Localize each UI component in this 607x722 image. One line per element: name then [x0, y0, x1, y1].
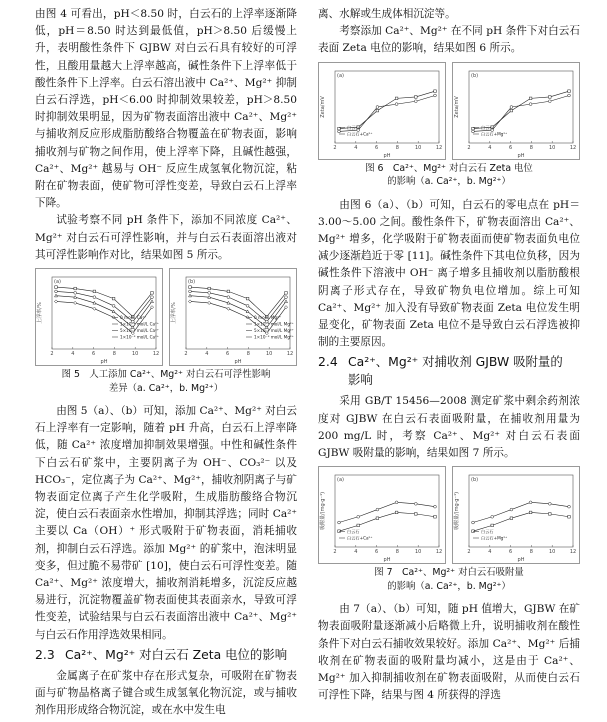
data-point [189, 290, 192, 293]
data-point [395, 511, 398, 514]
x-tick-label: 2 [184, 351, 188, 358]
y-axis-label: 吸附量/(mg·g⁻¹) [320, 492, 326, 531]
x-tick-label: 4 [354, 549, 358, 556]
data-point [188, 300, 191, 303]
section-2-4-title-line2: 影响 [348, 372, 373, 388]
legend-entry: 白云石 [347, 124, 360, 130]
data-point [151, 296, 154, 299]
data-point [414, 99, 417, 102]
fig7b-panel [452, 466, 580, 564]
x-tick-label: 2 [50, 351, 54, 358]
data-point [246, 304, 249, 307]
fig5a-panel [35, 268, 163, 366]
legend-entry: 白云石 [347, 529, 360, 535]
data-point [112, 297, 115, 300]
section-2-4-number: 2.4 [318, 354, 338, 370]
legend-entry: 1×10⁻³ mol/L Mg²⁺ [254, 334, 294, 340]
x-axis-label: pH [234, 359, 242, 366]
data-point [227, 307, 230, 310]
figure-7 [318, 466, 580, 564]
data-point [285, 296, 288, 299]
data-point [227, 296, 230, 299]
x-tick-label: 6 [375, 549, 379, 556]
x-tick-label: 10 [549, 144, 556, 151]
paragraph-fig7-intro: 采用 GB/T 15456—2008 测定矿浆中剩余药剂浓度对 GJBW 在白云石表面吸附量，在捕收剂用量为 200 mg/L 时，考察 Ca²⁺、Mg²⁺ 对白云石表面 GJBW 吸附量的影响，结果如图 7 所示。 [318, 395, 580, 460]
legend-entry: 1×10⁻⁴ mol/L Mg²⁺ [254, 321, 294, 327]
legend-entry: 白云石+Mg²⁺ [481, 535, 508, 541]
data-point [529, 501, 532, 504]
data-point [510, 109, 513, 112]
x-axis-label: pH [100, 359, 108, 366]
x-tick-label: 10 [415, 549, 422, 556]
x-axis-label: pH [517, 152, 525, 159]
fig6b-panel [452, 62, 580, 160]
fig7a-panel [318, 466, 446, 564]
data-point [434, 94, 437, 97]
paragraph-section-2-3: 金属离子在矿浆中存在形式复杂，可吸附在矿物表面与矿物晶格离子键合或生成氢氧化物沉淀，或与捕收剂作用形成络合物沉淀，或在水中发生电 [35, 669, 297, 717]
data-point [227, 290, 230, 293]
data-point [74, 301, 77, 304]
data-point [568, 516, 571, 519]
data-point [93, 296, 96, 299]
paragraph-fig4-analysis: 由图 4 可看出，pH＜8.50 时，白云石的上浮率逐渐降低，pH＝8.50 时达到最低值，pH＞8.50 后缓慢上升，表明酸性条件下 GJBW 对白云石具有较好的可浮性，且酸用量越大上浮率越高，碱性条件下上浮率低于酸性条件下上浮率。白云石溶出液中 Ca²⁺、Mg²⁺ 抑制白云石浮选，pH＜6.00 时抑制效果较差，pH＞8.50 时抑制效果明显，因为矿物表面溶出液中 Ca²⁺、Mg²⁺ 与捕收剂反应形成脂肪酸络合物覆盖在矿物表面，影响捕收剂与矿物之间作用，使上浮率下降，且碱性越强，Ca²⁺、Mg²⁺ 越易与 OH⁻ 反应生成氢氧化物沉淀，粘附在矿物表面，使矿物可浮性变差，导致白云石上浮率下降。 [35, 8, 297, 210]
x-tick-label: 10 [549, 549, 556, 556]
x-tick-label: 8 [529, 549, 533, 556]
fig7a-chart [319, 467, 445, 563]
x-tick-label: 4 [488, 144, 492, 151]
data-point [510, 517, 513, 520]
data-point [285, 292, 288, 295]
data-point [208, 291, 211, 294]
x-tick-label: 2 [467, 144, 471, 151]
fig5-caption-line1: 图 5 人工添加 Ca²⁺、Mg²⁺ 对白云石可浮性影响 [61, 369, 271, 381]
paragraph-fig5-intro: 试验考察不同 pH 条件下，添加不同浓度 Ca²⁺、Mg²⁺ 对白云石可浮性影响，并与白云石表面溶出液对其可浮性影响作对比，结果如图 5 所示。 [35, 214, 297, 261]
panel-tag: (b) [471, 72, 479, 79]
x-tick-label: 6 [226, 351, 230, 358]
series-line [190, 287, 286, 317]
y-axis-label: Zeta/mV [320, 95, 326, 118]
fig7b-chart [453, 467, 579, 563]
data-point [434, 516, 437, 519]
series-line [473, 91, 569, 128]
x-tick-label: 4 [488, 549, 492, 556]
panel-tag: (a) [337, 477, 344, 484]
data-point [74, 291, 77, 294]
data-point [189, 286, 192, 289]
x-tick-label: 4 [71, 351, 75, 358]
data-point [357, 524, 360, 527]
data-point [472, 130, 475, 133]
paragraph-fig5-analysis: 由图 5（a）、（b）可知，添加 Ca²⁺、Mg²⁺ 对白云石上浮率有一定影响，随着 pH 升高，白云石上浮率降低，随 Ca²⁺ 浓度增加抑制效果增强。中性和碱性条件下白云石矿浆中，主要阴离子为 OH⁻、CO₃²⁻ 以及 HCO₃⁻，定位离子为 Ca²⁺、Mg²⁺，捕收剂阴离子与矿物表面定位离子产生化学吸附，生成脂肪酸络合物沉淀，使白云石表面亲水性增加，抑制其浮选；同时 Ca²⁺ 主要以 Ca（OH）⁺ 形式吸附于矿物表面，消耗捕收剂，抑制白云石浮选。添加 Mg²⁺ 的矿浆中，泡沫明显变多，但过脆不易带矿 [10]，使白云石可浮性变差。随 Ca²⁺、Mg²⁺ 浓度增大，捕收剂消耗增多，沉淀反应越易进行，沉淀物覆盖矿物表面使其表面亲水，导致可浮性变差，试验结果与白云石表面溶出液中 Ca²⁺、Mg²⁺ 与白云石作用浮选效果相同。 [35, 405, 297, 641]
section-2-4-heading [318, 353, 580, 389]
data-point [548, 503, 551, 506]
paragraph-continuation: 离、水解或生成体相沉淀等。 [318, 8, 456, 20]
fig5b-panel [169, 268, 297, 366]
x-tick-label: 8 [395, 549, 399, 556]
right-column [318, 6, 580, 704]
data-point [93, 307, 96, 310]
legend-entry: 1×10⁻⁴ mol/L Ca²⁺ [120, 321, 159, 327]
data-point [55, 290, 58, 293]
data-point [568, 94, 571, 97]
series-line [339, 91, 435, 128]
fig5b-chart [170, 269, 296, 365]
fig7-caption [318, 566, 580, 593]
data-point [414, 503, 417, 506]
data-point [568, 506, 571, 509]
x-tick-label: 6 [375, 144, 379, 151]
data-point [357, 516, 360, 519]
data-point [285, 300, 288, 303]
series-line [473, 503, 569, 523]
fig5-caption [35, 368, 297, 395]
x-tick-label: 4 [354, 144, 358, 151]
data-point [549, 95, 552, 98]
x-tick-label: 4 [205, 351, 209, 358]
data-point [338, 521, 341, 524]
legend-entry: 白云石 [481, 124, 494, 130]
x-tick-label: 12 [435, 144, 443, 151]
data-point [510, 508, 513, 511]
paragraph-fig7-analysis: 由 7（a）、（b）可知，随 pH 值增大，GJBW 在矿物表面吸附量逐渐减小后略微上升，说明捕收剂在酸性条件下对白云石捕收效果较好。添加 Ca²⁺、Mg²⁺ 后捕收剂在矿物表面的吸附量均减小，这是由于 Ca²⁺、Mg²⁺ 加入抑制捕收剂在矿物表面吸附，从而使白云石可浮性下降，结果与图 4 所获得的浮选 [318, 603, 580, 702]
data-point [208, 301, 211, 304]
data-point [54, 300, 57, 303]
panel-tag: (b) [188, 279, 196, 286]
data-point [510, 105, 513, 108]
paragraph-fig6-analysis: 由图 6（a）、（b）可知，白云石的零电点在 pH＝3.00～5.00 之间。酸性条件下，矿物表面溶出 Ca²⁺、Mg²⁺ 增多，化学吸附于矿物表面而使矿物表面负电位减少逐渐趋近于零 [11]。碱性条件下其电位负移，因为碱性条件下溶液中 OH⁻ 离子增多且捕收剂以脂肪酸根阴离子形式存在，导致矿物负电位增加。综上可知 Ca²⁺、Mg²⁺ 加入没有导致矿物表面 Zeta 电位发生明显变化，矿物表面 Zeta 电位不是导致白云石浮选被抑制的主要原因。 [318, 198, 580, 349]
data-point [395, 102, 398, 105]
figure-5 [35, 268, 297, 366]
data-point [549, 513, 552, 516]
x-tick-label: 12 [286, 351, 294, 358]
fig6a-chart [319, 63, 445, 159]
fig7-caption-line1: 图 7 Ca²⁺、Mg²⁺ 对白云石吸附量 [374, 567, 524, 579]
x-axis-label: pH [517, 557, 525, 564]
fig6-caption-line2: 的影响（a. Ca²⁺，b. Mg²⁺） [387, 176, 511, 188]
x-tick-label: 10 [415, 144, 422, 151]
data-point [568, 89, 571, 92]
y-axis-label: 吸附量/(mg·g⁻¹) [454, 492, 460, 531]
x-axis-label: pH [383, 152, 391, 159]
fig5-caption-line2: 差异（a. Ca²⁺，b. Mg²⁺） [108, 382, 224, 394]
data-point [491, 516, 494, 519]
data-point [415, 95, 418, 98]
x-tick-label: 6 [509, 144, 513, 151]
section-2-3-title: Ca²⁺、Mg²⁺ 对白云石 Zeta 电位的影响 [65, 646, 288, 662]
data-point [246, 297, 249, 300]
legend-entry: 白云石 [481, 529, 494, 535]
data-point [395, 97, 398, 100]
series-line [56, 287, 152, 317]
section-2-3-heading [35, 646, 297, 664]
x-tick-label: 2 [467, 549, 471, 556]
data-point [395, 501, 398, 504]
data-point [472, 530, 475, 533]
x-tick-label: 2 [333, 144, 337, 151]
x-tick-label: 10 [266, 351, 273, 358]
x-tick-label: 6 [509, 549, 513, 556]
legend-entry: 白云石+Ca²⁺ [347, 535, 373, 541]
x-tick-label: 12 [569, 549, 577, 556]
y-axis-label: Zeta/mV [454, 95, 460, 118]
data-point [415, 513, 418, 516]
data-point [93, 290, 96, 293]
data-point [376, 508, 379, 511]
data-point [151, 292, 154, 295]
data-point [208, 287, 211, 290]
fig5a-chart [36, 269, 162, 365]
data-point [434, 89, 437, 92]
x-tick-label: 12 [152, 351, 160, 358]
data-point [529, 102, 532, 105]
panel-tag: (b) [471, 477, 479, 484]
data-point [338, 130, 341, 133]
figure-6 [318, 62, 580, 160]
legend-entry: 5×10⁻⁴ mol/L Ca²⁺ [120, 328, 159, 334]
data-point [338, 530, 341, 533]
fig6b-chart [453, 63, 579, 159]
series-line [339, 503, 435, 523]
data-point [529, 97, 532, 100]
y-axis-label: 上浮率/% [171, 302, 177, 324]
legend-entry: 0 mol/L Mg²⁺ [254, 315, 282, 321]
x-tick-label: 8 [395, 144, 399, 151]
legend-entry: 白云石+Ca²⁺ [347, 131, 373, 137]
legend-entry: 白云石+Mg²⁺ [481, 131, 508, 137]
paragraph-fig6-intro: 考察添加 Ca²⁺、Mg²⁺ 在不同 pH 条件下对白云石表面 Zeta 电位的影响，结果如图 6 所示。 [318, 25, 580, 55]
data-point [74, 287, 77, 290]
data-point [376, 517, 379, 520]
data-point [491, 524, 494, 527]
x-axis-label: pH [383, 557, 391, 564]
x-tick-label: 6 [92, 351, 96, 358]
legend-entry: 0 mol/L Ca²⁺ [120, 315, 147, 321]
data-point [151, 300, 154, 303]
data-point [55, 286, 58, 289]
panel-tag: (a) [54, 279, 61, 286]
x-tick-label: 8 [112, 351, 116, 358]
y-axis-label: 上浮率/% [37, 302, 43, 324]
data-point [376, 105, 379, 108]
panel-tag: (a) [337, 72, 344, 79]
left-column [35, 6, 297, 720]
fig6a-panel [318, 62, 446, 160]
section-2-3-number: 2.3 [35, 646, 55, 662]
data-point [548, 99, 551, 102]
x-tick-label: 2 [333, 549, 337, 556]
x-tick-label: 10 [132, 351, 139, 358]
x-tick-label: 8 [529, 144, 533, 151]
data-point [434, 506, 437, 509]
x-tick-label: 12 [435, 549, 443, 556]
data-point [529, 511, 532, 514]
fig6-caption-line1: 图 6 Ca²⁺、Mg²⁺ 对白云石 Zeta 电位 [365, 162, 533, 174]
legend-entry: 5×10⁻⁴ mol/L Mg²⁺ [254, 328, 294, 334]
section-2-4-title-line1: Ca²⁺、Mg²⁺ 对捕收剂 GJBW 吸附量的 [348, 354, 563, 370]
fig6-caption [318, 162, 580, 189]
legend-entry: 1×10⁻³ mol/L Ca²⁺ [120, 334, 159, 340]
data-point [472, 521, 475, 524]
x-tick-label: 12 [569, 144, 577, 151]
x-tick-label: 8 [246, 351, 250, 358]
fig7-caption-line2: 的影响（a. Ca²⁺，b. Mg²⁺） [387, 580, 511, 592]
data-point [376, 109, 379, 112]
data-point [112, 304, 115, 307]
